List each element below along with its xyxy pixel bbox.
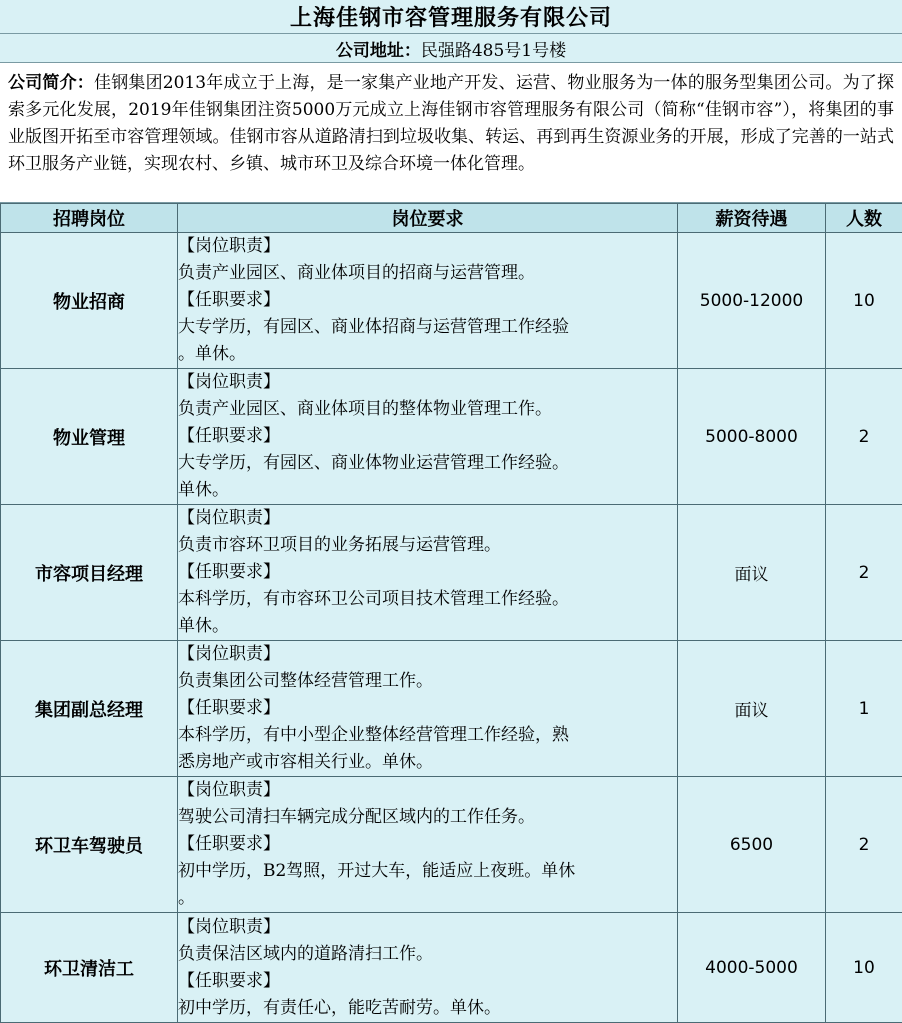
- req-text-cont: 。: [178, 888, 195, 908]
- count-cell: 1: [826, 641, 902, 777]
- req-text: 本科学历，有市容环卫公司项目技术管理工作经验。: [178, 589, 569, 609]
- salary-cell: 面议: [678, 641, 826, 777]
- count-cell: 10: [826, 233, 902, 369]
- header-salary: 薪资待遇: [678, 204, 826, 233]
- requirements-cell: [178, 777, 678, 913]
- salary-cell: 4000-5000: [678, 913, 826, 1023]
- company-name: 上海佳钢市容管理服务有限公司: [289, 5, 612, 31]
- duty-label: 【岗位职责】: [178, 916, 280, 937]
- salary-cell: 6500: [678, 777, 826, 913]
- company-title: [0, 0, 902, 34]
- duty-label: 【岗位职责】: [178, 508, 280, 528]
- req-text-cont: 单休。: [178, 616, 229, 636]
- duty-text: 负责产业园区、商业体项目的整体物业管理工作。: [178, 399, 552, 419]
- req-label: 【任职要求】: [178, 426, 280, 446]
- requirements-cell: [178, 913, 678, 1023]
- header-requirements: 岗位要求: [178, 204, 678, 233]
- table-header-row: [1, 204, 902, 233]
- count-cell: 10: [826, 913, 902, 1023]
- req-label: 【任职要求】: [178, 834, 280, 854]
- req-label: 【任职要求】: [178, 562, 280, 582]
- table-row: [1, 641, 902, 777]
- duty-label: 【岗位职责】: [178, 236, 280, 256]
- table-row: [1, 369, 902, 505]
- salary-cell: 5000-12000: [678, 233, 826, 369]
- address-label: 公司地址：: [335, 40, 421, 61]
- requirements-cell: [178, 505, 678, 641]
- duty-text: 负责产业园区、商业体项目的招商与运营管理。: [178, 263, 535, 283]
- duty-text: 负责集团公司整体经营管理工作。: [178, 671, 433, 691]
- position-cell: 环卫清洁工: [1, 913, 178, 1023]
- table-row: [1, 233, 902, 369]
- req-text-cont: 单休。: [178, 480, 229, 500]
- req-label: 【任职要求】: [178, 698, 280, 718]
- count-cell: 2: [826, 777, 902, 913]
- position-cell: 集团副总经理: [1, 641, 178, 777]
- req-text: 大专学历，有园区、商业体物业运营管理工作经验。: [178, 453, 569, 473]
- req-label: 【任职要求】: [178, 290, 280, 310]
- req-text-cont: 。单休。: [178, 344, 246, 364]
- req-text: 初中学历，B2驾照，开过大车，能适应上夜班。单休: [178, 861, 576, 881]
- requirements-cell: [178, 641, 678, 777]
- req-text: 大专学历，有园区、商业体招商与运营管理工作经验: [178, 317, 569, 337]
- duty-label: 【岗位职责】: [178, 644, 280, 664]
- position-cell: 环卫车驾驶员: [1, 777, 178, 913]
- header-count: 人数: [826, 204, 902, 233]
- duty-text: 负责市容环卫项目的业务拓展与运营管理。: [178, 535, 501, 555]
- intro-text: 佳钢集团2013年成立于上海，是一家集产业地产开发、运营、物业服务为一体的服务型集团公司。为了探索多元化发展，2019年佳钢集团注资5000万元成立上海佳钢市容管理服务有限公司（简称“佳钢市容”），将集团的事业版图开拓至市容管理领域。佳钢市容从道路清扫到垃圾收集、转运、再到再生资源业务的开展，形成了完善的一站式环卫服务产业链，实现农村、乡镇、城市环卫及综合环境一体化管理。: [8, 73, 895, 174]
- salary-cell: 5000-8000: [678, 369, 826, 505]
- company-intro: [0, 63, 902, 203]
- duty-label: 【岗位职责】: [178, 780, 280, 800]
- address-value: 民强路485号1号楼: [420, 40, 567, 61]
- req-text: 本科学历，有中小型企业整体经营管理工作经验，熟: [178, 725, 569, 745]
- req-text-cont: 悉房地产或市容相关行业。单休。: [178, 752, 433, 772]
- requirements-cell: [178, 233, 678, 369]
- jobs-table: [0, 203, 902, 1023]
- intro-label: 公司简介：: [8, 73, 94, 93]
- position-cell: 市容项目经理: [1, 505, 178, 641]
- requirements-cell: [178, 369, 678, 505]
- position-cell: 物业招商: [1, 233, 178, 369]
- count-cell: 2: [826, 505, 902, 641]
- salary-cell: 面议: [678, 505, 826, 641]
- duty-text: 负责保洁区域内的道路清扫工作。: [178, 943, 433, 964]
- duty-text: 驾驶公司清扫车辆完成分配区域内的工作任务。: [178, 807, 535, 827]
- count-cell: 2: [826, 369, 902, 505]
- table-row: [1, 777, 902, 913]
- table-row: [1, 913, 902, 1023]
- table-row: [1, 505, 902, 641]
- duty-label: 【岗位职责】: [178, 372, 280, 392]
- req-label: 【任职要求】: [178, 970, 280, 991]
- header-position: 招聘岗位: [1, 204, 178, 233]
- req-text: 初中学历，有责任心，能吃苦耐劳。单休。: [178, 997, 501, 1018]
- position-cell: 物业管理: [1, 369, 178, 505]
- company-address: [0, 34, 902, 63]
